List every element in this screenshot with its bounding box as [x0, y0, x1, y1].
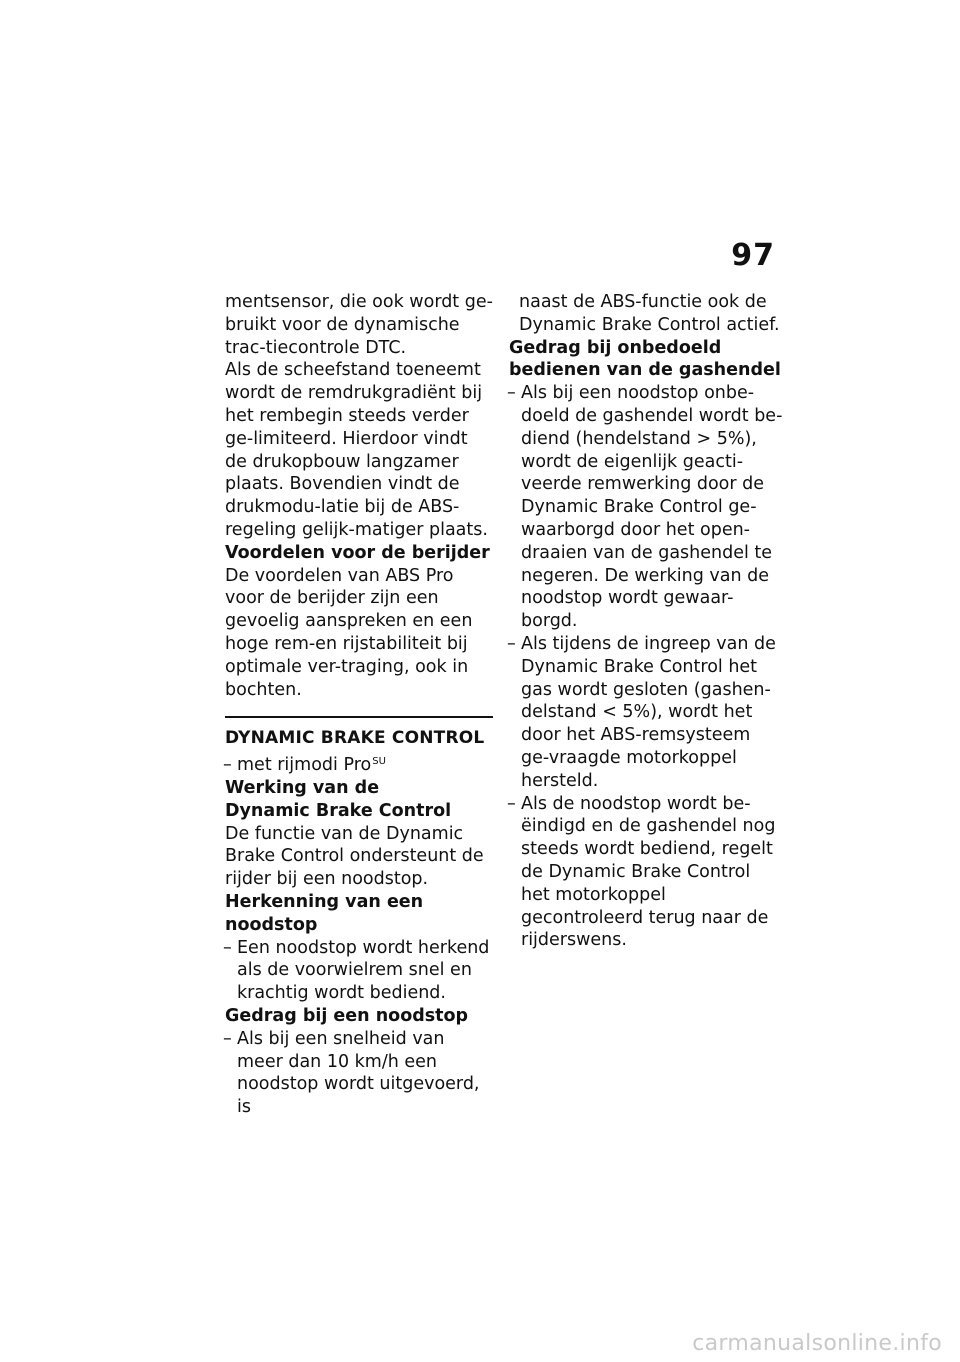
- unintended-heading-line1: Gedrag bij onbedoeld: [509, 337, 722, 358]
- behavior-heading: Gedrag bij een noodstop: [225, 1005, 469, 1026]
- watermark: carmanualsonline.info: [692, 1331, 942, 1356]
- function-heading-line2: Dynamic Brake Control: [225, 800, 452, 821]
- advantages-heading: Voordelen voor de berijder: [225, 542, 490, 563]
- unintended-list-item: – Als bij een noodstop onbe-doeld de gashendel wordt be-diend (hendelstand > 5%), wordt de eigenlijk geacti-veerde remwerking door de Dynamic Brake Control ge-waarborgd door het open-draaien van de gashendel te negeren. De werking van de noodstop wordt gewaar-borgd.: [509, 382, 784, 633]
- function-heading-line1: Werking van de: [225, 777, 380, 798]
- mode-superscript: SU: [372, 756, 386, 768]
- unintended-heading-line2: bedienen van de gashendel: [509, 360, 781, 381]
- section-title: DYNAMIC BRAKE CONTROL: [225, 716, 493, 750]
- behavior-list-item: – Als bij een snelheid van meer dan 10 km/h een noodstop wordt uitgevoerd, is: [225, 1028, 493, 1119]
- unintended-list: [509, 382, 784, 952]
- recognition-list: [225, 937, 493, 1005]
- mode-list: [225, 754, 493, 777]
- unintended-list-item: – Als tijdens de ingreep van de Dynamic Brake Control het gas wordt gesloten (gashen-delstand < 5%), wordt het door het ABS-remsysteem ge-vraagde motorkoppel hersteld.: [509, 633, 784, 793]
- slope-paragraph: Als de scheefstand toeneemt wordt de remdrukgradiënt bij het rembegin steeds verder ge-limiteerd. Hierdoor vindt de drukopbouw langzamer plaats. Bovendien vindt de drukmodu-latie bij de ABS-regeling gelijk-matiger plaats.: [225, 360, 488, 540]
- behavior-list: [225, 1028, 493, 1119]
- left-column: [225, 291, 493, 1119]
- advantages-paragraph: De voordelen van ABS Pro voor de berijder zijn een gevoelig aanspreken en een hoge rem-en rijstabiliteit bij optimale ver-traging, ook in bochten.: [225, 565, 473, 700]
- mode-item-text: met rijmodi Pro: [237, 755, 372, 776]
- recognition-list-item: – Een noodstop wordt herkend als de voorwielrem snel en krachtig wordt bediend.: [225, 937, 493, 1005]
- unintended-list-item: – Als de noodstop wordt be-ëindigd en de gashendel nog steeds wordt bediend, regelt de Dynamic Brake Control het motorkoppel gecontroleerd terug naar de rijderswens.: [509, 793, 784, 953]
- mode-list-item: [225, 754, 493, 777]
- right-column: [509, 291, 784, 952]
- behavior-continued-paragraph: naast de ABS-functie ook de Dynamic Brake Control actief.: [519, 292, 780, 335]
- page-number: 97: [731, 238, 775, 273]
- function-paragraph: De functie van de Dynamic Brake Control ondersteunt de rijder bij een noodstop.: [225, 823, 484, 890]
- intro-continued-paragraph: mentsensor, die ook wordt ge-bruikt voor de dynamische trac-tiecontrole DTC.: [225, 292, 493, 358]
- recognition-heading: Herkenning van een noodstop: [225, 891, 424, 935]
